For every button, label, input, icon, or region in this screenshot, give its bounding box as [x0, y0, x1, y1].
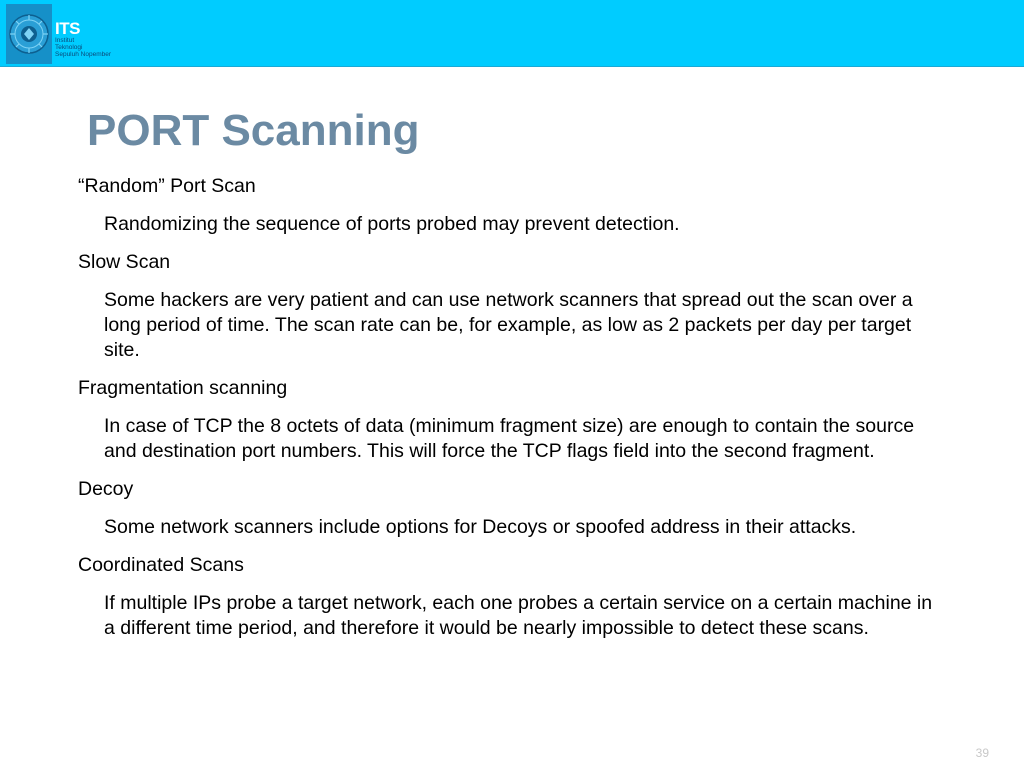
its-seal-icon — [6, 4, 52, 64]
logo-line-1: Institut — [55, 37, 75, 44]
slide-content — [78, 174, 948, 641]
logo-line-2: Teknologi — [55, 44, 83, 51]
section-heading-slow-scan: Slow Scan — [78, 251, 171, 273]
section-heading-random-port-scan: “Random” Port Scan — [78, 175, 256, 197]
logo-abbr: ITS — [55, 19, 80, 38]
slide-number: 39 — [975, 746, 989, 760]
its-logo-wordmark — [55, 20, 135, 64]
section-heading-fragmentation-scanning: Fragmentation scanning — [78, 377, 288, 399]
section-heading-coordinated-scans: Coordinated Scans — [78, 554, 244, 576]
section-heading-decoy: Decoy — [78, 478, 134, 500]
section-body-decoy: Some network scanners include options for Decoys or spoofed address in their attacks. — [104, 516, 857, 538]
section-body-random-port-scan: Randomizing the sequence of ports probed may prevent detection. — [104, 213, 680, 235]
section-body-fragmentation-scanning: In case of TCP the 8 octets of data (minimum fragment size) are enough to contain the source and destination port numbers. This will force the TCP flags field into the second fragment. — [104, 415, 915, 462]
section-body-slow-scan: Some hackers are very patient and can use network scanners that spread out the scan over a long period of time. The scan rate can be, for example, as low as 2 packets per day per target site. — [104, 289, 913, 361]
logo-line-3: Sepuluh Nopember — [55, 51, 112, 58]
section-body-coordinated-scans: If multiple IPs probe a target network, each one probes a certain service on a certain machine in a different time period, and therefore it would be nearly impossible to detect these scans. — [104, 592, 933, 639]
slide-title: PORT Scanning — [87, 106, 420, 155]
header-bar — [0, 0, 1024, 67]
